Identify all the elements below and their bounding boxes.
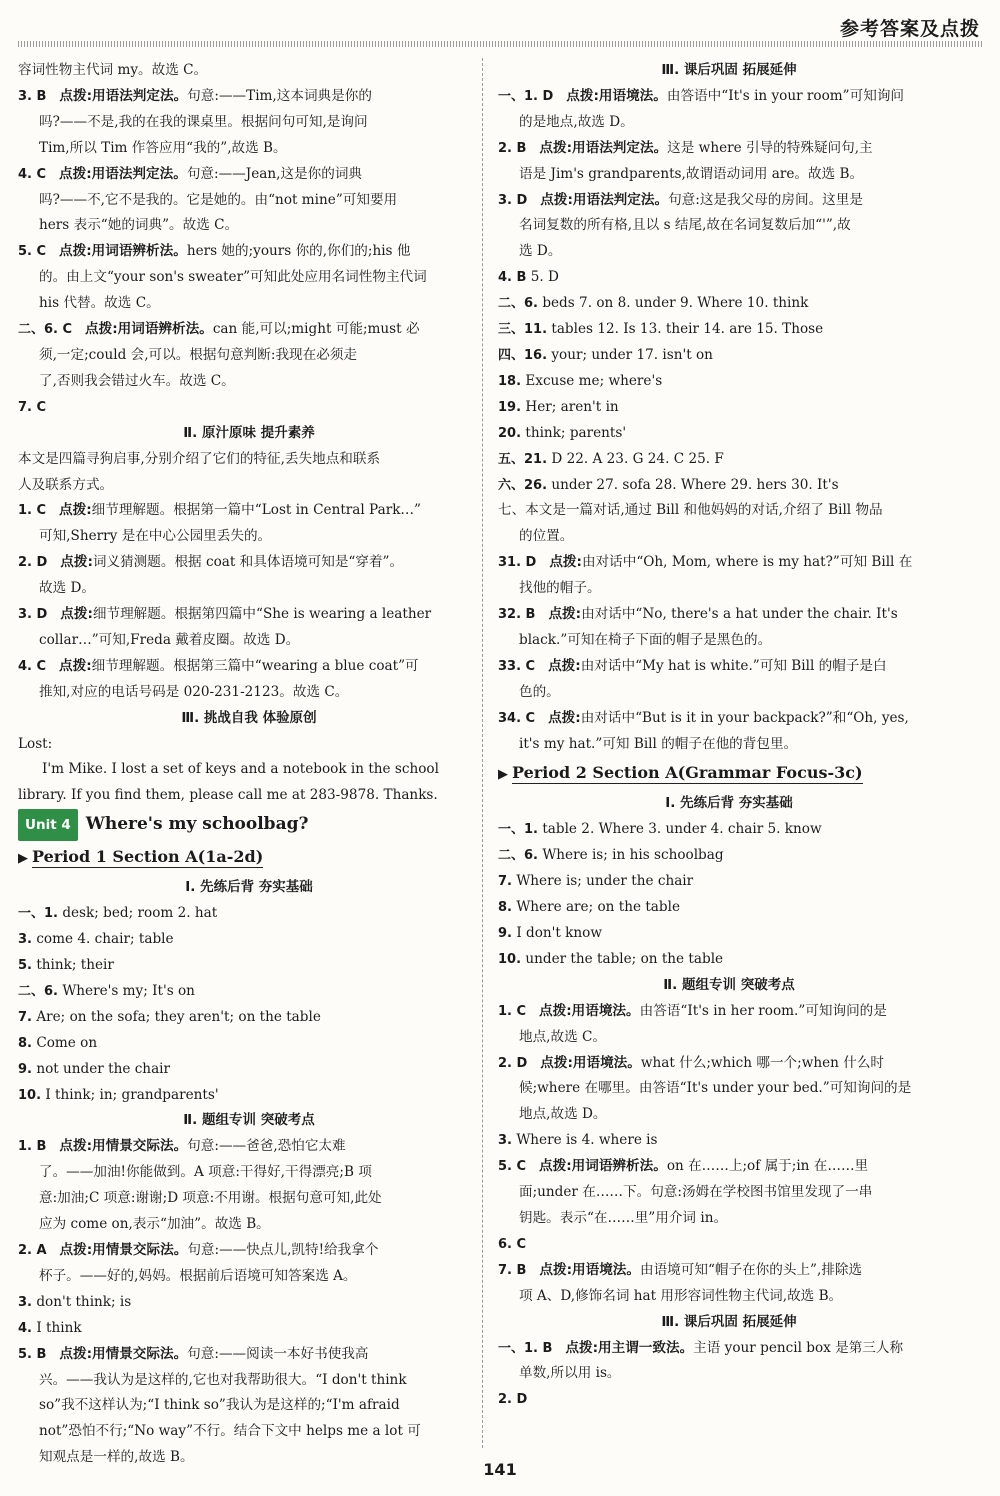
hint-label: 点拨: [539,1261,573,1278]
unit-heading [18,809,480,841]
answer-number: 20. [498,425,522,441]
answer-item [18,162,480,188]
answer-continuation: 选 D。 [519,243,562,260]
section-heading: Ⅲ. 课后巩固 拓展延伸 [661,62,797,78]
answer-item [498,1232,960,1258]
answer-text: 句意:——Tim,这本词典是你的 [187,87,372,104]
answer-continuation: not”恐怕不行;“No way”不行。结合下文中 helps me a lot 可 [39,1423,421,1440]
answer-continuation: hers 表示“她的词典”。故选 C。 [39,217,239,234]
answer-text: think; parents' [525,424,627,441]
answer-continuation: his 代替。故选 C。 [39,295,160,312]
answer-item [498,706,960,732]
answer-number: 9. [18,1061,32,1077]
triangle-icon: ▶ [18,851,28,867]
answer-number: 7. B [498,1262,527,1278]
right-column [498,58,960,1413]
answer-item [498,291,960,317]
hint-method: 用语境法。 [571,1002,640,1019]
answer-text: your; under 17. isn't on [551,346,713,363]
answer-text: 由对话中“Oh, Mom, where is my hat?”可知 Bill 在 [581,554,913,571]
answer-number: 3. [18,932,32,948]
answer-number: 7. C [18,399,47,415]
answer-number: 二、6. [18,983,58,999]
answer-item [18,550,480,576]
hint-method: 用情景交际法。 [92,1138,188,1155]
text-line: 七、本文是一篇对话,通过 Bill 和他妈妈的对话,介绍了 Bill 物品 [498,502,883,519]
unit-badge: Unit 4 [18,809,78,841]
text-line: 人及联系方式。 [18,476,114,493]
answer-continuation: so”我不这样认为;“I think so”我认为是这样的;“I'm afraid [39,1397,400,1414]
answer-item [18,1290,480,1316]
answer-continuation: 杯子。——好的,妈妈。根据前后语境可知答案选 A。 [39,1267,357,1284]
answer-item [18,1083,480,1109]
answer-text: Where's my; It's on [62,982,195,999]
answer-text: 句意:——阅读一本好书使我高 [187,1345,369,1362]
answer-continuation: it's my hat.”可知 Bill 的帽子在他的背包里。 [519,735,798,752]
hint-label: 点拨: [540,1054,573,1071]
answer-item [498,817,960,843]
answer-text: D 22. A 23. G 24. C 25. F [551,450,724,467]
answer-number: 10. [498,951,522,967]
answer-number: 4. C [18,658,47,674]
answer-text: table 2. Where 3. under 4. chair 5. know [542,821,822,838]
answer-text: I think [36,1319,82,1336]
answer-item [498,1154,960,1180]
answer-continuation: 找他的帽子。 [519,580,601,597]
page-number: 141 [483,1460,517,1479]
answer-item [498,136,960,162]
answer-number: 2. D [498,1055,528,1071]
answer-item [18,979,480,1005]
answer-item [18,927,480,953]
answer-continuation: 名词复数的所有格,且以 s 结尾,故在名词复数后加“'”,故 [519,217,851,234]
period-title: Period 2 Section A(Grammar Focus-3c) [512,763,863,783]
answer-item [498,1258,960,1284]
answer-item [498,602,960,628]
answer-text: 句意:这是我父母的房间。这里是 [668,191,863,208]
answer-item [498,921,960,947]
section-heading: Ⅱ. 题组专训 突破考点 [663,976,795,993]
answer-continuation: 钥匙。表示“在……里”用介词 in。 [519,1209,728,1226]
answer-continuation: 应为 come on,表示“加油”。故选 B。 [39,1216,270,1233]
hint-label: 点拨: [60,554,93,571]
period-heading [498,759,960,789]
hint-method: 用语境法。 [572,1054,641,1071]
answer-text: beds 7. on 8. under 9. Where 10. think [542,295,809,312]
hint-label: 点拨: [59,1241,93,1258]
answer-text: come 4. chair; table [36,931,174,948]
hint-method: 用语法判定法。 [572,191,669,208]
answer-number: 1. B [18,1139,47,1155]
answer-item [498,947,960,973]
answer-text: I don't know [516,925,602,941]
answer-number: 19. [498,399,522,415]
hint-label: 点拨: [566,87,599,104]
answer-text: Where is; in his schoolbag [542,847,724,864]
hint-label: 点拨: [59,1345,93,1362]
hint-method: 用主谓一致法。 [598,1339,694,1356]
answer-number: 32. B [498,607,536,623]
answer-continuation: collar…”可知,Freda 戴着皮圈。故选 D。 [39,631,300,648]
section-heading: Ⅱ. 题组专训 突破考点 [183,1112,315,1129]
answer-item [498,317,960,343]
hint-method: 用词语辨析法。 [117,321,213,338]
answer-text: 由语境可知“帽子在你的头上”,排除选 [639,1261,863,1278]
answer-item [18,602,480,628]
answer-number: 一、1. D [498,88,554,104]
answer-text: 细节理解题。根据第三篇中“wearing a blue coat”可 [91,657,419,674]
answer-text: 句意:——快点儿,凯特!给我拿个 [187,1241,379,1258]
answer-number: 5. B [18,1346,47,1362]
answer-text: Where are; on the table [516,899,681,916]
answer-continuation: 推知,对应的电话号码是 020-231-2123。故选 C。 [39,683,349,700]
answer-text: on 在……上;of 属于;in 在……里 [666,1158,869,1175]
period-heading [18,843,480,873]
answer-text: Come on [36,1034,98,1051]
answer-number: 5. [18,958,32,973]
answer-continuation: Tim,所以 Tim 作答应用“我的”,故选 B。 [39,139,287,156]
period-title: Period 1 Section A(1a-2d) [32,847,264,867]
answer-number: 一、1. B [498,1340,553,1356]
triangle-icon: ▶ [498,767,508,783]
answer-text: 由对话中“But is it in your backpack?”和“Oh, yes, [580,709,909,726]
answer-number: 31. D [498,555,537,571]
answer-continuation: 色的。 [519,683,560,700]
answer-number: 34. C [498,710,536,726]
answer-number: 7. [18,1009,32,1025]
hint-method: 用词语辨析法。 [91,243,187,260]
answer-continuation: 面;under 在……下。句意:汤姆在学校图书馆里发现了一串 [519,1184,873,1201]
hint-label: 点拨: [59,502,92,519]
answer-number: 5. C [498,1159,527,1175]
answer-continuation: black.”可知在椅子下面的帽子是黑色的。 [519,631,772,648]
answer-item [498,843,960,869]
answer-item [498,421,960,447]
answer-continuation: 项 A、D,修饰名词 hat 用形容词性物主代词,故选 B。 [519,1287,843,1304]
answer-number: 4. B [498,270,527,286]
answer-number: 8. [18,1035,32,1051]
column-divider [482,58,483,1448]
section-heading: Ⅱ. 原汁原味 提升素养 [183,424,315,441]
answer-text: tables 12. Is 13. their 14. are 15. Those [551,321,824,338]
hint-label: 点拨: [565,1339,599,1356]
answer-item [498,188,960,214]
hint-label: 点拨: [539,1158,572,1175]
answer-text: 由对话中“My hat is white.”可知 Bill 的帽子是白 [580,657,887,674]
answer-item [498,999,960,1025]
answer-text: can 能,可以;might 可能;must 必 [212,321,420,338]
text-line: 的位置。 [519,528,574,545]
answer-text: 主语 your pencil box 是第三人称 [693,1339,904,1356]
answer-text: Excuse me; where's [525,372,663,389]
answer-item [498,395,960,421]
answer-number: 7. [498,874,512,890]
answer-continuation: 可知,Sherry 是在中心公园里丢失的。 [39,528,272,545]
answer-number: 五、21. [498,451,548,467]
hint-label: 点拨: [549,554,582,571]
answer-item [18,901,480,927]
answer-number: 3. D [18,607,48,623]
answer-item [18,1342,480,1368]
answer-item [18,84,480,110]
hint-method: 用语境法。 [598,87,667,104]
answer-item [498,1051,960,1077]
answer-item [18,654,480,680]
answer-text: Her; aren't in [525,398,619,415]
answer-text: 由答语“It's in her room.”可知询问的是 [639,1002,887,1019]
section-heading: Ⅰ. 先练后背 夯实基础 [185,879,313,896]
answer-number: 一、1. [498,822,538,838]
answer-item [498,1387,960,1413]
hint-label: 点拨: [60,606,93,623]
hint-label: 点拨: [59,657,92,674]
answer-number: 2. D [498,1392,528,1408]
hint-label: 点拨: [539,139,573,156]
answer-number: 9. [498,926,512,941]
answer-text: 5. D [530,269,559,286]
answer-continuation: 吗?——不是,我的在我的课桌里。根据问句可知,是询问 [39,113,368,130]
hint-label: 点拨: [548,709,581,726]
answer-number: 33. C [498,658,536,674]
answer-item [18,1238,480,1264]
answer-number: 10. [18,1087,42,1103]
hint-label: 点拨: [539,1002,572,1019]
header-rule [18,41,982,47]
answer-continuation: 知观点是一样的,故选 B。 [39,1449,194,1466]
answer-continuation: 吗?——不,它不是我的。它是她的。由“not mine”可知要用 [39,191,398,208]
answer-item [18,1057,480,1083]
text-line: Lost: [18,735,53,752]
answer-item [18,953,480,979]
answer-text: under 27. sofa 28. Where 29. hers 30. It's [551,476,839,493]
answer-continuation: 的。由上文“your son's sweater”可知此处应用名词性物主代词 [39,269,427,286]
answer-item [498,1336,960,1362]
section-heading: Ⅰ. 先练后背 夯实基础 [665,795,793,812]
answer-text: think; their [36,957,114,973]
hint-label: 点拨: [59,1138,93,1155]
answer-number: 二、6. C [18,322,73,338]
page-header-title: 参考答案及点拨 [839,18,980,40]
answer-item [498,343,960,369]
text-line: library. If you find them, please call me at 283-9878. Thanks. [18,787,438,804]
answer-number: 5. C [18,244,47,260]
answer-number: 六、26. [498,477,548,493]
answer-number: 1. C [498,1003,527,1019]
answer-text: Where is 4. where is [516,1132,658,1149]
answer-continuation: 语是 Jim's grandparents,故谓语动词用 are。故选 B。 [519,165,864,182]
answer-text: Are; on the sofa; they aren't; on the table [36,1008,321,1025]
answer-text: what 什么;which 哪一个;when 什么时 [640,1054,885,1071]
text-line: I'm Mike. I lost a set of keys and a notebook in the school [42,761,439,778]
hint-method: 用语法判定法。 [92,87,188,104]
hint-method: 用情景交际法。 [92,1345,188,1362]
answer-number: 18. [498,373,522,389]
answer-number: 二、6. [498,296,538,312]
answer-continuation: 了。——加油!你能做到。A 项意:干得好,干得漂亮;B 项 [39,1164,372,1181]
answer-number: 一、1. [18,906,58,922]
answer-item [498,1128,960,1154]
answer-continuation: 候;where 在哪里。由答语“It's under your bed.”可知询问的是 [519,1080,912,1097]
hint-method: 用语法判定法。 [91,165,187,182]
answer-item [18,498,480,524]
answer-text: not under the chair [36,1060,171,1077]
answer-number: 二、6. [498,848,538,864]
hint-label: 点拨: [59,165,92,182]
answer-number: 2. B [498,140,527,156]
hint-label: 点拨: [548,657,581,674]
hint-label: 点拨: [59,87,93,104]
answer-item [498,473,960,499]
hint-label: 点拨: [85,321,118,338]
answer-item [18,1134,480,1160]
answer-number: 3. [18,1294,32,1310]
answer-item [498,369,960,395]
answer-item [498,447,960,473]
answer-text: hers 她的;yours 你的,你们的;his 他 [186,243,411,260]
answer-item [498,869,960,895]
answer-text: Where is; under the chair [516,873,694,890]
answer-number: 三、11. [498,322,548,338]
hint-method: 用词语辨析法。 [571,1158,667,1175]
answer-continuation: 意:加油;C 项意:谢谢;D 项意:不用谢。根据句意可知,此处 [39,1190,382,1207]
text-line: 本文是四篇寻狗启事,分别介绍了它们的特征,丢失地点和联系 [18,450,381,467]
answer-continuation: 须,一定;could 会,可以。根据句意判断:我现在必须走 [39,346,358,363]
answer-text: 这是 where 引导的特殊疑问句,主 [667,139,873,156]
answer-number: 2. D [18,555,48,571]
answer-text: I think; in; grandparents' [45,1086,219,1103]
hint-label: 点拨: [540,191,573,208]
answer-number: 四、16. [498,347,548,363]
hint-label: 点拨: [548,606,582,623]
answer-number: 4. [18,1320,32,1336]
answer-text: 由答语中“It's in your room”可知询问 [666,87,905,104]
answer-item [18,395,480,421]
unit-title: Where's my schoolbag? [85,814,309,835]
hint-method: 用语法判定法。 [572,139,668,156]
answer-number: 6. C [498,1236,527,1252]
section-heading: Ⅲ. 课后巩固 拓展延伸 [661,1313,797,1330]
answer-number: 1. C [18,503,47,519]
answer-continuation: 的是地点,故选 D。 [519,113,634,130]
answer-text: 细节理解题。根据第四篇中“She is wearing a leather [92,606,432,623]
answer-item [498,84,960,110]
answer-item [498,550,960,576]
answer-continuation: 兴。——我认为是这样的,它也对我帮助很大。“I don't think [39,1371,407,1388]
answer-text: 句意:——爸爸,恐怕它太难 [187,1138,346,1155]
answer-item [498,654,960,680]
answer-text: 细节理解题。根据第一篇中“Lost in Central Park…” [91,502,421,519]
section-heading: Ⅲ. 挑战自我 体验原创 [181,709,317,726]
answer-item [18,317,480,343]
answer-item [18,239,480,265]
hint-label: 点拨: [59,243,92,260]
hint-method: 用情景交际法。 [92,1241,188,1258]
answer-item [18,1316,480,1342]
left-column [18,58,480,1471]
answer-item [18,1005,480,1031]
answer-number: 2. A [18,1242,47,1258]
hint-method: 用语境法。 [572,1261,640,1278]
answer-text: under the table; on the table [525,950,724,967]
answer-number: 3. B [18,88,47,104]
answer-continuation: 故选 D。 [39,580,96,597]
answer-item [18,1031,480,1057]
answer-item [498,265,960,291]
answer-continuation: 了,否则我会错过火车。故选 C。 [39,372,235,389]
answer-number: 3. D [498,192,528,208]
answer-continuation: 单数,所以用 is。 [519,1365,621,1382]
text-line: 容词性物主代词 my。故选 C。 [18,62,208,78]
answer-text: 词义猜测题。根据 coat 和具体语境可知是“穿着”。 [92,554,404,571]
answer-number: 3. [498,1133,512,1149]
answer-text: 由对话中“No, there's a hat under the chair. It's [581,606,898,623]
answer-text: don't think; is [36,1293,132,1310]
answer-continuation: 地点,故选 C。 [519,1028,607,1045]
answer-text: desk; bed; room 2. hat [62,905,218,922]
answer-number: 8. [498,900,512,916]
answer-continuation: 地点,故选 D。 [519,1106,607,1123]
answer-number: 4. C [18,166,47,182]
answer-item [498,895,960,921]
answer-text: 句意:——Jean,这是你的词典 [186,165,363,182]
